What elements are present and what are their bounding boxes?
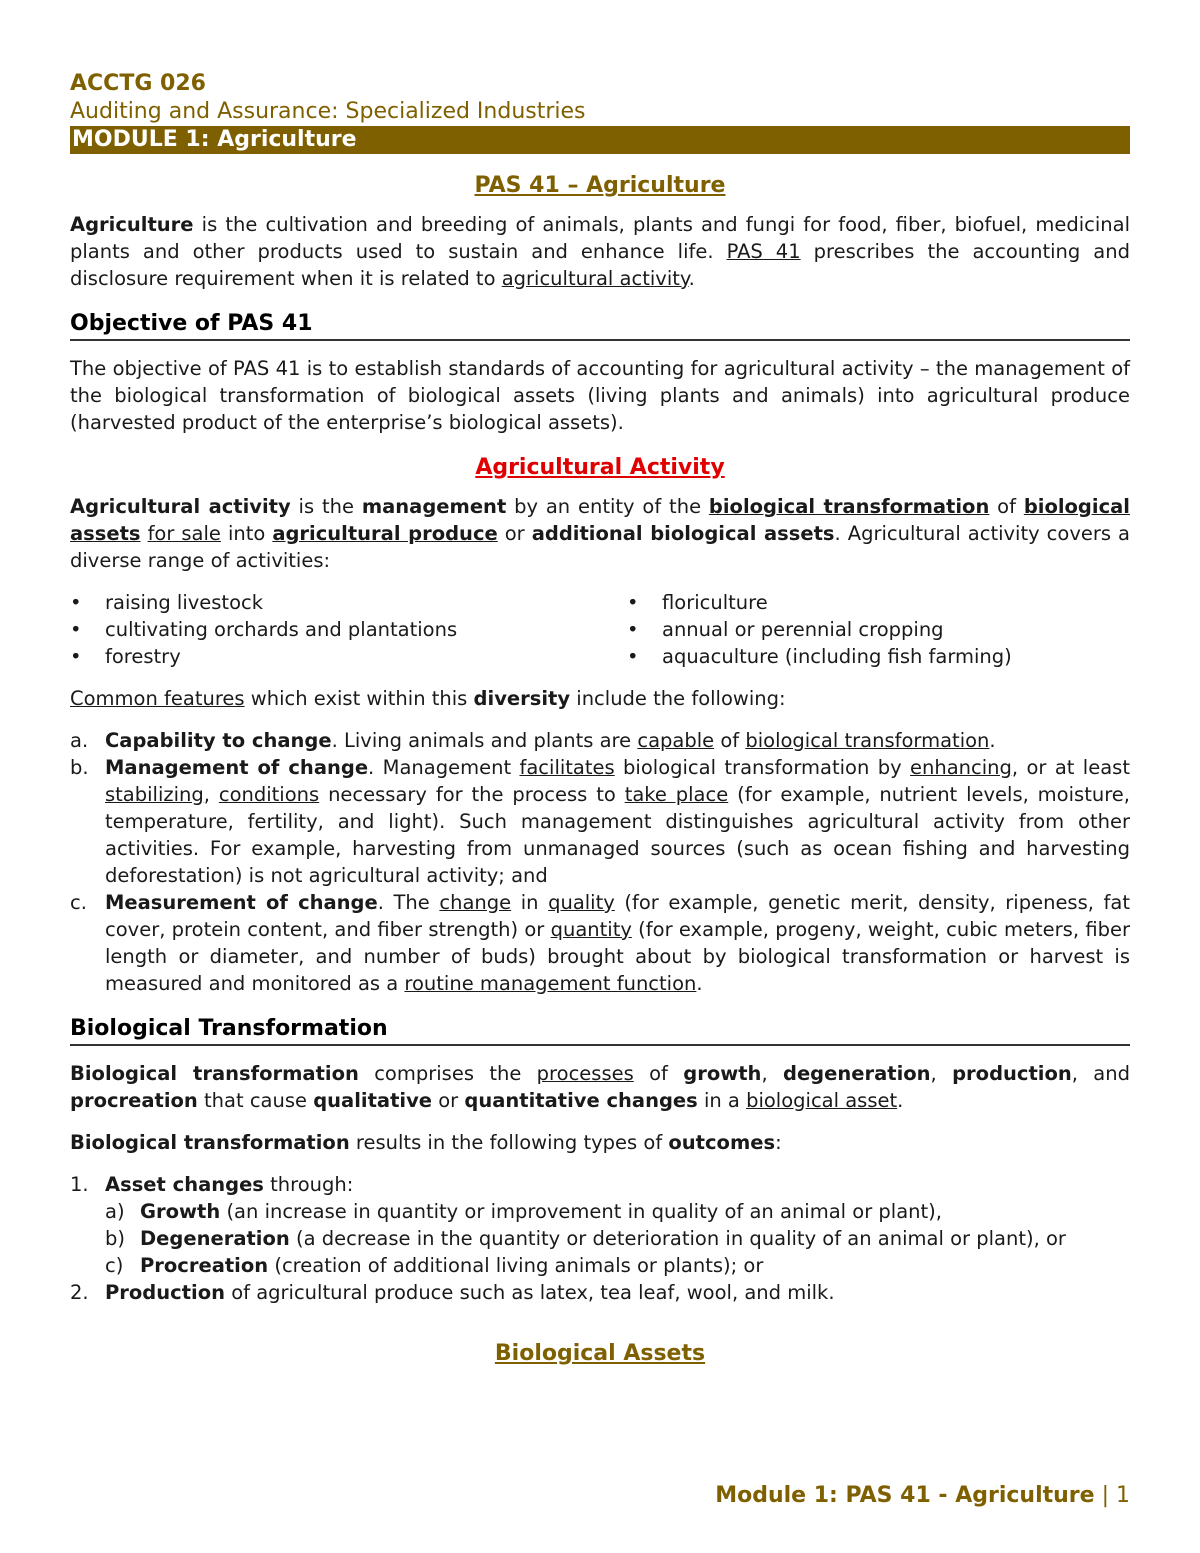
list-item: b. Management of change. Management facilitates biological transformation by enhancing, or at least stabilizing, conditions necessary for the process to take place (for example, nutrient levels, moisture, temperature, fertility, and light). Such management distinguishes agricultural activity from other activities. For example, harvesting from unmanaged sources (such as ocean fishing and harvesting deforestation) is not agricultural activity; and [70, 756, 1130, 887]
activities-column-left [70, 589, 627, 670]
page-number: 1 [1116, 1483, 1130, 1508]
list-item: c. Measurement of change. The change in quality (for example, genetic merit, density, ripeness, fat cover, protein content, and fiber strength) or quantity (for example, progeny, weight, cubic meters, fiber length or diameter, and number of buds) brought about by biological transformation or harvest is measured and monitored as a routine management function. [70, 891, 1130, 995]
term-agriculture: Agriculture [70, 213, 194, 236]
list-item: b) Degeneration (a decrease in the quantity or deterioration in quality of an animal or plant), or [105, 1227, 1066, 1250]
outcomes-intro: Biological transformation results in the following types of outcomes: [70, 1131, 782, 1154]
footer-separator: | [1101, 1483, 1109, 1508]
list-item: a) Growth (an increase in quantity or improvement in quality of an animal or plant), [105, 1200, 942, 1223]
bio-transformation-definition: Biological transformation comprises the processes of growth, degeneration, production, and procreation that cause qualitative or quantitative changes in a biological asset. [70, 1062, 1130, 1112]
list-item: • aquaculture (including fish farming) [627, 645, 1012, 668]
biological-assets-heading: Biological Assets [494, 1341, 706, 1366]
page-footer [715, 1483, 1130, 1508]
list-item: • forestry [70, 645, 181, 668]
activities-column-right [627, 589, 1130, 670]
objective-paragraph: The objective of PAS 41 is to establish standards of accounting for agricultural activity – the management of the biological transformation of biological assets (living plants and animals) into agricultural produce (harvested product of the enterprise’s biological assets). [70, 357, 1130, 434]
list-item: • floriculture [627, 591, 768, 614]
agricultural-activity-definition: Agricultural activity is the management by an entity of the biological transformation of biological assets for sale into agricultural produce or additional biological assets. Agricultural activity covers a diverse range of activities: [70, 495, 1131, 572]
activities-list [70, 589, 1130, 670]
bullet-icon: • [627, 591, 639, 614]
agricultural-activity-heading: Agricultural Activity [475, 455, 725, 480]
list-item: c) Procreation (creation of additional living animals or plants); or [105, 1254, 764, 1277]
footer-label: Module 1: PAS 41 - Agriculture [715, 1483, 1095, 1508]
list-item: 1. Asset changes through: [70, 1173, 354, 1196]
bullet-icon: • [70, 591, 82, 614]
agricultural-activity-ref: agricultural activity [501, 267, 689, 290]
objective-heading: Objective of PAS 41 [70, 310, 1130, 341]
bullet-icon: • [627, 645, 639, 668]
pas41-ref: PAS 41 [726, 240, 801, 263]
intro-paragraph: Agriculture is the cultivation and breeding of animals, plants and fungi for food, fiber, biofuel, medicinal plants and other products used to sustain and enhance life. PAS 41 prescribes the accounting and disclosure requirement when it is related to agricultural activity. [70, 213, 1130, 290]
document-page [70, 70, 1130, 1367]
bullet-icon: • [70, 645, 82, 668]
list-item: a. Capability to change. Living animals and plants are capable of biological transformation. [70, 729, 996, 752]
bullet-icon: • [627, 618, 639, 641]
outcomes-list [70, 1171, 1130, 1306]
list-item: • annual or perennial cropping [627, 618, 944, 641]
list-item: • raising livestock [70, 591, 264, 614]
module-banner: MODULE 1: Agriculture [70, 126, 1130, 154]
page-title: PAS 41 – Agriculture [474, 173, 726, 198]
list-item: • cultivating orchards and plantations [70, 618, 458, 641]
course-subtitle: Auditing and Assurance: Specialized Industries [70, 99, 586, 124]
bullet-icon: • [70, 618, 82, 641]
biological-transformation-heading: Biological Transformation [70, 1015, 1130, 1046]
common-features-intro: Common features which exist within this diversity include the following: [70, 687, 786, 710]
course-code: ACCTG 026 [70, 71, 206, 96]
list-item: 2. Production of agricultural produce such as latex, tea leaf, wool, and milk. [70, 1281, 835, 1304]
common-features-list [70, 727, 1130, 997]
